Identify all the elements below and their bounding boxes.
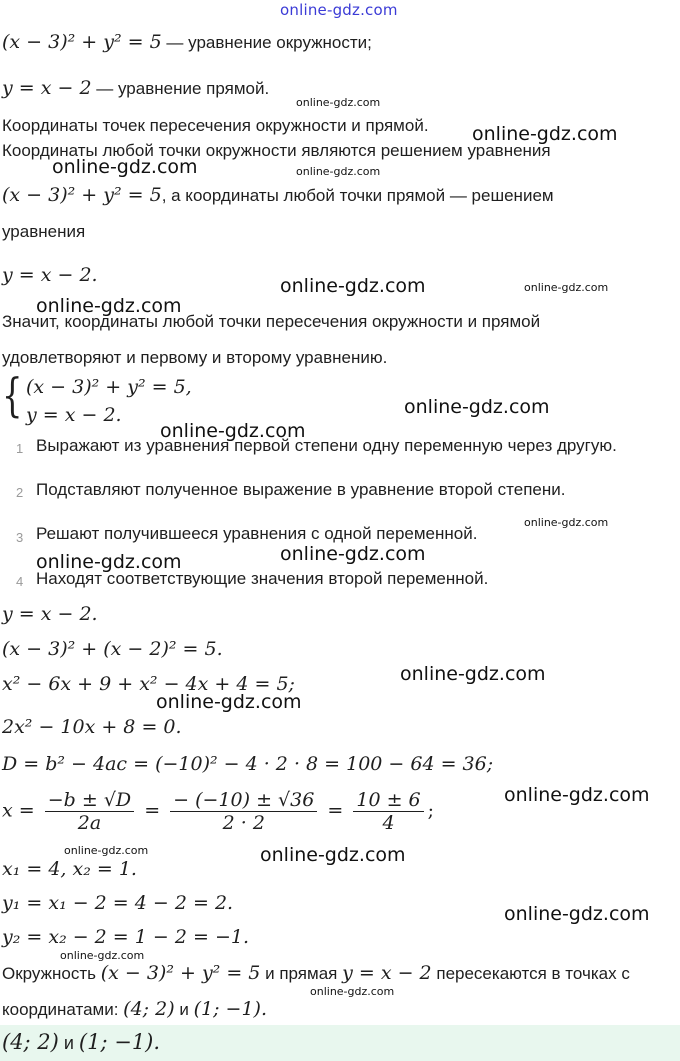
circle-equation-line bbox=[2, 31, 372, 54]
equals-sign: = bbox=[327, 799, 344, 822]
line-equation-caption: — уравнение прямой. bbox=[91, 79, 270, 98]
roots-lhs: x = bbox=[2, 799, 35, 822]
watermark: online-gdz.com bbox=[156, 691, 302, 713]
circle-equation: (x − 3)² + y² = 5 bbox=[2, 31, 162, 53]
system-equation-2: y = x − 2. bbox=[26, 404, 122, 426]
circle-equation-caption: — уравнение окружности; bbox=[161, 33, 372, 52]
y1-equation: y₁ = x₁ − 2 = 4 − 2 = 2. bbox=[2, 892, 234, 914]
equation-word: уравнения bbox=[2, 222, 86, 241]
step-text: Находят соответствующие значения второй переменной. bbox=[36, 569, 489, 588]
watermark: online-gdz.com bbox=[64, 844, 149, 857]
fraction-denominator: 2 · 2 bbox=[222, 812, 265, 834]
conclusion-text-2: удовлетворяют и первому и второму уравнению. bbox=[2, 348, 388, 367]
watermark: online-gdz.com bbox=[160, 420, 306, 442]
watermark: online-gdz.com bbox=[260, 844, 406, 866]
fraction-denominator: 4 bbox=[382, 812, 395, 834]
step-text: Решают получившееся уравнения с одной переменной. bbox=[36, 524, 478, 543]
point-2: (1; −1). bbox=[193, 998, 267, 1020]
watermark: online-gdz.com bbox=[36, 551, 182, 573]
fraction-numerator: 10 ± 6 bbox=[353, 790, 423, 812]
watermark: online-gdz.com bbox=[524, 516, 609, 529]
answer-point-1: (4; 2) bbox=[2, 1030, 59, 1054]
watermark-top: online-gdz.com bbox=[280, 1, 398, 19]
solution-step-2 bbox=[2, 638, 223, 661]
conclusion-text: и прямая bbox=[260, 964, 343, 983]
watermark: online-gdz.com bbox=[504, 903, 650, 925]
system-row-1 bbox=[26, 376, 192, 399]
roots-formula bbox=[2, 790, 434, 833]
line-equation-repeat-line bbox=[2, 264, 98, 287]
point-1: (4; 2) bbox=[123, 998, 175, 1020]
watermark: online-gdz.com bbox=[52, 156, 198, 178]
y2-equation: y₂ = x₂ − 2 = 1 − 2 = −1. bbox=[2, 926, 249, 948]
system-brace-icon: { bbox=[2, 368, 23, 422]
conclusion-text: пересекаются в точках с bbox=[431, 964, 630, 983]
equation: (x − 3)² + (x − 2)² = 5. bbox=[2, 638, 223, 660]
circle-equation-inline: (x − 3)² + y² = 5 bbox=[2, 184, 162, 206]
equation: y = x − 2. bbox=[2, 603, 98, 625]
intersection-heading: Координаты точек пересечения окружности и прямой. bbox=[2, 116, 429, 135]
watermark: online-gdz.com bbox=[36, 295, 182, 317]
solution-step-1 bbox=[2, 603, 98, 626]
equals-sign: = bbox=[144, 799, 161, 822]
system-row-2 bbox=[26, 404, 122, 427]
y2-line bbox=[2, 926, 249, 949]
watermark: online-gdz.com bbox=[60, 949, 145, 962]
line-point-text: , а координаты любой точки прямой — решением bbox=[161, 186, 554, 205]
conclusion-line-1 bbox=[2, 962, 630, 985]
fraction bbox=[170, 790, 317, 833]
step-number: 1 bbox=[16, 441, 24, 456]
watermark: online-gdz.com bbox=[296, 96, 381, 109]
watermark: online-gdz.com bbox=[524, 281, 609, 294]
equation: x² − 6x + 9 + x² − 4x + 4 = 5; bbox=[2, 673, 295, 695]
watermark: online-gdz.com bbox=[310, 985, 395, 998]
watermark: online-gdz.com bbox=[280, 543, 426, 565]
y1-line bbox=[2, 892, 233, 915]
step-number: 4 bbox=[16, 574, 24, 589]
watermark: online-gdz.com bbox=[280, 275, 426, 297]
discriminant-equation: D = b² − 4ac = (−10)² − 4 · 2 · 8 = 100 − 64 = 36; bbox=[2, 753, 494, 775]
watermark: online-gdz.com bbox=[296, 165, 381, 178]
circle-solution-line bbox=[2, 184, 554, 207]
watermark: online-gdz.com bbox=[400, 663, 546, 685]
conclusion-text: координатами: bbox=[2, 1000, 124, 1019]
line-equation: y = x − 2 bbox=[2, 77, 92, 99]
step-number: 3 bbox=[16, 530, 24, 545]
watermark: online-gdz.com bbox=[472, 123, 618, 145]
semicolon: ; bbox=[427, 799, 435, 822]
system-equation-1: (x − 3)² + y² = 5, bbox=[26, 376, 192, 398]
watermark: online-gdz.com bbox=[404, 396, 550, 418]
circle-equation-inline: (x − 3)² + y² = 5 bbox=[100, 962, 261, 984]
discriminant-line bbox=[2, 753, 493, 776]
answer-point-2: (1; −1). bbox=[78, 1030, 161, 1054]
roots: x₁ = 4, x₂ = 1. bbox=[2, 858, 137, 880]
fraction bbox=[45, 790, 134, 833]
step-text: Выражают из уравнения первой степени одну переменную через другую. bbox=[36, 436, 617, 455]
conclusion-text: Окружность bbox=[2, 964, 101, 983]
fraction bbox=[353, 790, 423, 833]
line-equation-line bbox=[2, 77, 269, 100]
watermark: online-gdz.com bbox=[504, 784, 650, 806]
conclusion-text: и bbox=[174, 1000, 194, 1019]
answer-conjunction: и bbox=[58, 1033, 79, 1053]
step-text: Подставляют полученное выражение в уравнение второй степени. bbox=[36, 480, 566, 499]
fraction-numerator: − (−10) ± √36 bbox=[170, 790, 317, 812]
line-equation-inline: y = x − 2 bbox=[342, 962, 432, 984]
fraction-numerator: −b ± √D bbox=[45, 790, 134, 812]
answer-box bbox=[0, 1025, 680, 1061]
fraction-denominator: 2a bbox=[77, 812, 102, 834]
roots-line bbox=[2, 858, 137, 881]
step-number: 2 bbox=[16, 485, 24, 500]
solution-step-4 bbox=[2, 716, 182, 739]
answer-line bbox=[2, 1031, 160, 1054]
equation: 2x² − 10x + 8 = 0. bbox=[2, 716, 182, 738]
conclusion-line-2 bbox=[2, 998, 267, 1021]
line-equation-repeat: y = x − 2. bbox=[2, 264, 98, 286]
conclusion-text-1: Значит, координаты любой точки пересечения окружности и прямой bbox=[2, 312, 541, 331]
circle-point-text: Координаты любой точки окружности являются решением уравнения bbox=[2, 141, 551, 160]
